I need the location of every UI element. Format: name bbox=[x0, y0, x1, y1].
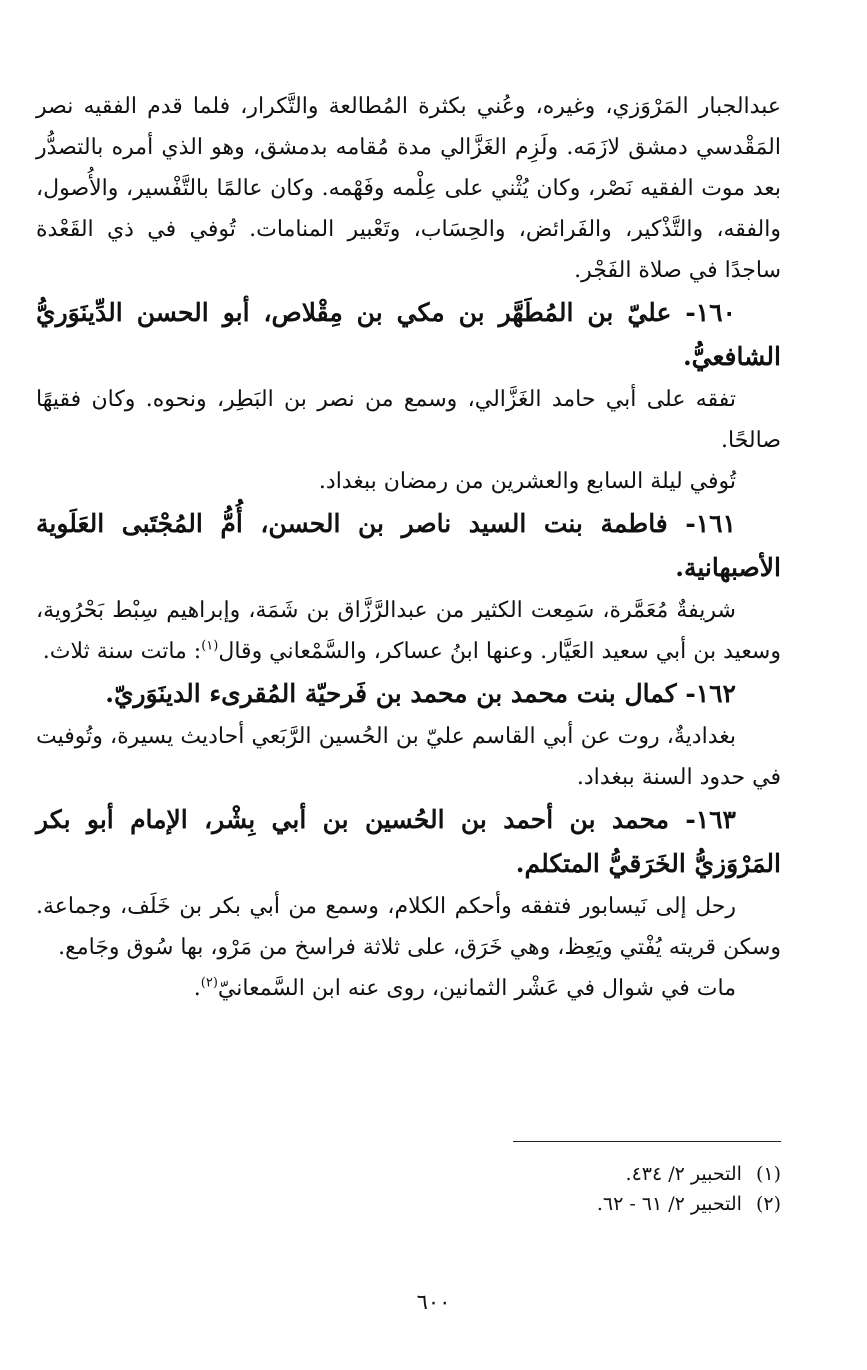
footnote-2 bbox=[181, 1189, 781, 1219]
footnote-2-number: (٢) bbox=[755, 1193, 781, 1215]
intro-paragraph: عبدالجبار المَرْوَزي، وغيره، وعُني بكثرة المُطالعة والتَّكرار، فلما قدم الفقيه نصر المَقْدسي دمشق لازَمَه. ولَزِم الغَزَّالي مدة مُقامه بدمشق، وهو الذي أمره بالتصدُّر بعد موت الفقيه نَصْر، وكان يُثْني على عِلْمه وفَهْمه. وكان عالمًا بالتَّفْسير، والأُصول، والفقه، والتَّذْكير، والفَرائض، والحِسَاب، وتَعْبير المنامات. تُوفي في ذي القَعْدة ساجدًا في صلاة الفَجْر. bbox=[36, 94, 781, 283]
entry-163-text-before-note: مات في شوال في عَشْر الثمانين، روى عنه ابن السَّمعانيّ bbox=[217, 976, 736, 1001]
entry-163-heading: ١٦٣- محمد بن أحمد بن الحُسين بن أبي بِشْر، الإمام أبو بكر المَرْوَزيُّ الخَرَقيُّ المتكلم. bbox=[36, 805, 781, 878]
footnote-1 bbox=[181, 1159, 781, 1189]
footnote-divider bbox=[513, 1141, 781, 1142]
footnote-1-number: (١) bbox=[755, 1163, 781, 1185]
entry-160-paragraph-2: تُوفي ليلة السابع والعشرين من رمضان ببغداد. bbox=[318, 469, 736, 494]
entry-163-paragraph-1: رحل إلى نَيسابور فتفقه وأحكم الكلام، وسمع من أبي بكر بن خَلَف، وجماعة. وسكن قريته يُفْتي ويَعِظ، وهي خَرَق، على ثلاثة فراسخ من مَرْو، بها سُوق وجَامع. bbox=[36, 894, 781, 960]
entry-160-paragraph-1: تفقه على أبي حامد الغَزَّالي، وسمع من نصر بن البَطِر، ونحوه. وكان فقيهًا صالحًا. bbox=[36, 387, 781, 453]
entry-163-paragraph-2 bbox=[36, 968, 781, 1009]
footnote-marker-1: (١) bbox=[201, 638, 219, 654]
footnote-2-text: التحبير ٢/ ٦١ - ٦٢. bbox=[596, 1193, 742, 1215]
page-number: ٦٠٠ bbox=[416, 1290, 451, 1314]
entry-162-paragraph: بغداديةٌ، روت عن أبي القاسم عليّ بن الحُسين الرَّبَعي أحاديث يسيرة، وتُوفيت في حدود السنة ببغداد. bbox=[36, 724, 781, 790]
entry-160-heading: ١٦٠- عليّ بن المُطَهَّر بن مكي بن مِقْلاص، أبو الحسن الدِّينَوَريُّ الشافعيُّ. bbox=[36, 298, 781, 371]
main-text bbox=[36, 86, 781, 1009]
entry-161-heading: ١٦١- فاطمة بنت السيد ناصر بن الحسن، أُمُّ المُجْتَبى العَلَوية الأصبهانية. bbox=[36, 509, 781, 582]
entry-161-text-before-note: شريفةٌ مُعَمَّرة، سَمِعت الكثير من عبدالرَّزَّاق بن شَمَة، وإبراهيم سِبْط بَحْرُوية، وسعيد بن أبي سعيد العَيَّار. وعنها ابنُ عساكر، والسَّمْعاني وقال bbox=[36, 598, 781, 664]
entry-161-text-after-note: : ماتت سنة ثلاث. bbox=[42, 639, 202, 664]
footnote-marker-2: (٢) bbox=[200, 975, 218, 991]
entry-162-heading: ١٦٢- كمال بنت محمد بن محمد بن فَرحيّة المُقرىء الدينَوَريّ. bbox=[105, 679, 736, 708]
entry-163-text-after-note: . bbox=[193, 976, 201, 1001]
footnotes bbox=[181, 1159, 781, 1219]
footnote-1-text: التحبير ٢/ ٤٣٤. bbox=[625, 1163, 742, 1185]
entry-161-paragraph bbox=[36, 590, 781, 672]
